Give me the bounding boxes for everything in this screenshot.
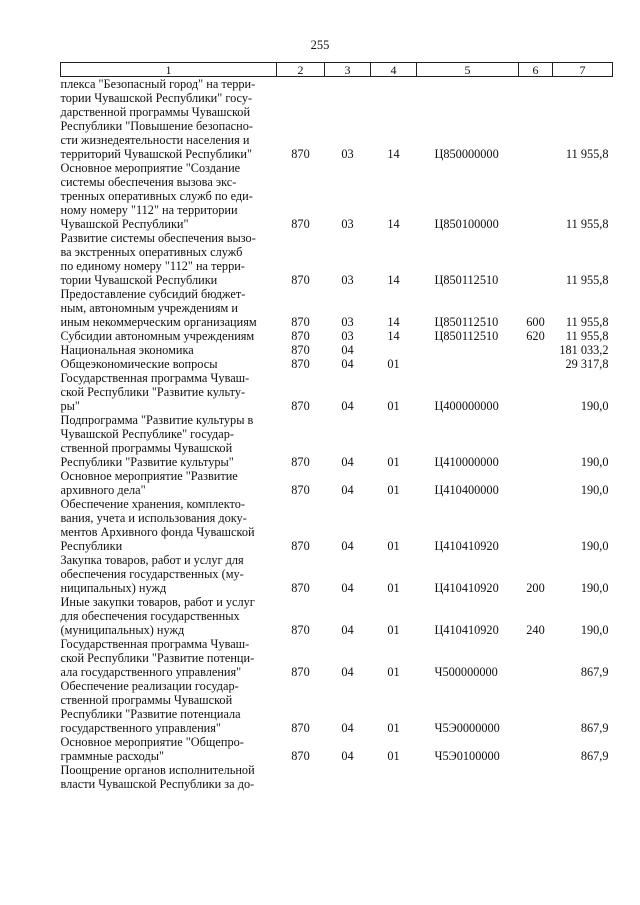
header-col-1: 1	[61, 63, 277, 77]
row-name-line: Обеспечение реализации государ-	[60, 679, 239, 693]
ministry-code-cell: 870	[291, 665, 310, 679]
amount-cell: 867,9	[580, 721, 609, 735]
section-code-cell: 04	[341, 455, 354, 469]
row-name-line: Чувашской Республике" государ-	[60, 427, 234, 441]
section-code-cell: 03	[341, 217, 354, 231]
subsection-code-cell: 01	[387, 539, 400, 553]
table-row	[61, 679, 613, 735]
row-name-line: ному номеру "112" на территории	[60, 203, 238, 217]
amount-cell: 190,0	[580, 399, 609, 413]
table-row	[61, 413, 613, 469]
target-article-code-cell	[417, 357, 519, 371]
expense-type-code-cell	[519, 161, 553, 231]
row-name	[61, 595, 277, 637]
amount-cell: 181 033,2	[559, 343, 609, 357]
section-code-cell: 04	[341, 399, 354, 413]
row-name-line: ментов Архивного фонда Чувашской	[60, 525, 255, 539]
row-name	[61, 735, 277, 763]
row-name-line: территорий Чувашской Республики"	[60, 147, 252, 161]
table-row	[61, 77, 613, 162]
subsection-code-cell	[371, 763, 417, 791]
row-name-line: Иные закупки товаров, работ и услуг	[60, 595, 255, 609]
row-name-line: обеспечения государственных (му-	[60, 567, 244, 581]
target-article-code-cell: Ч5Э0100000	[434, 749, 500, 763]
row-name-line: ственной программы Чувашской	[60, 441, 233, 455]
row-name-line: сти жизнедеятельности населения и	[60, 133, 250, 147]
section-code-cell: 04	[341, 581, 354, 595]
ministry-code-cell: 870	[291, 399, 310, 413]
ministry-code-cell: 870	[291, 721, 310, 735]
row-name-line: Основное мероприятие "Создание	[60, 161, 241, 175]
row-name	[61, 357, 277, 371]
header-col-4: 4	[371, 63, 417, 77]
row-name-line: Основное мероприятие "Общепро-	[60, 735, 244, 749]
target-article-code-cell: Ч500000000	[434, 665, 498, 679]
target-article-code-cell: Ц850100000	[434, 217, 499, 231]
amount-cell: 867,9	[580, 665, 609, 679]
header-col-2: 2	[277, 63, 325, 77]
row-name-line: Поощрение органов исполнительной	[60, 763, 255, 777]
row-name-line: ской Республики "Развитие культу-	[60, 385, 246, 399]
amount-cell: 190,0	[580, 623, 609, 637]
row-name-line: ственной программы Чувашской	[60, 693, 233, 707]
amount-cell: 11 955,8	[565, 217, 609, 231]
expense-type-code-cell	[519, 413, 553, 469]
section-code-cell: 03	[341, 273, 354, 287]
ministry-code-cell: 870	[291, 329, 310, 343]
target-article-code-cell: Ц850112510	[434, 273, 499, 287]
target-article-code-cell: Ц850112510	[434, 329, 499, 343]
row-name-line: по единому номеру "112" на терри-	[60, 259, 245, 273]
header-col-3: 3	[325, 63, 371, 77]
row-name-line: ва экстренных оперативных служб	[60, 245, 243, 259]
subsection-code-cell: 01	[387, 357, 400, 371]
row-name-line: Основное мероприятие "Развитие	[60, 469, 238, 483]
row-name-line: ры"	[60, 399, 80, 413]
expense-type-code-cell	[519, 497, 553, 553]
ministry-code-cell: 870	[291, 217, 310, 231]
table-row	[61, 161, 613, 231]
row-name-line: ниципальных) нужд	[60, 581, 167, 595]
table-row	[61, 497, 613, 553]
section-code-cell: 04	[341, 483, 354, 497]
subsection-code-cell: 01	[387, 749, 400, 763]
ministry-code-cell: 870	[291, 455, 310, 469]
ministry-code-cell: 870	[291, 749, 310, 763]
table-row	[61, 287, 613, 329]
section-code-cell: 04	[341, 721, 354, 735]
row-name	[61, 287, 277, 329]
ministry-code-cell: 870	[291, 623, 310, 637]
amount-cell: 29 317,8	[565, 357, 609, 371]
section-code-cell: 03	[341, 329, 354, 343]
row-name-line: власти Чувашской Республики за до-	[60, 777, 255, 791]
amount-cell: 190,0	[580, 539, 609, 553]
row-name-line: архивного дела"	[60, 483, 146, 497]
amount-cell: 190,0	[580, 455, 609, 469]
subsection-code-cell: 14	[387, 147, 400, 161]
target-article-code-cell: Ч5Э0000000	[434, 721, 500, 735]
ministry-code-cell: 870	[291, 343, 310, 357]
row-name-line: ным, автономным учреждениям и	[60, 301, 238, 315]
amount-cell: 190,0	[580, 483, 609, 497]
table-body	[61, 77, 613, 792]
target-article-code-cell	[417, 343, 519, 357]
row-name	[61, 329, 277, 343]
table-row	[61, 343, 613, 357]
row-name	[61, 763, 277, 791]
section-code-cell	[325, 763, 371, 791]
table-row	[61, 357, 613, 371]
subsection-code-cell: 01	[387, 721, 400, 735]
row-name	[61, 679, 277, 735]
expense-type-code-cell	[519, 469, 553, 497]
amount-cell: 11 955,8	[565, 273, 609, 287]
row-name	[61, 413, 277, 469]
row-name-line: ала государственного управления"	[60, 665, 242, 679]
header-col-5: 5	[417, 63, 519, 77]
table-row	[61, 329, 613, 343]
section-code-cell: 03	[341, 147, 354, 161]
subsection-code-cell: 01	[387, 581, 400, 595]
row-name	[61, 469, 277, 497]
subsection-code-cell: 14	[387, 315, 400, 329]
row-name-line: тренных оперативных служб по еди-	[60, 189, 253, 203]
row-name-line: государственного управления"	[60, 721, 221, 735]
subsection-code-cell: 01	[387, 455, 400, 469]
subsection-code-cell: 01	[387, 665, 400, 679]
target-article-code-cell: Ц410410920	[434, 581, 499, 595]
row-name-line: Развитие системы обеспечения вызо-	[60, 231, 256, 245]
amount-cell: 11 955,8	[565, 147, 609, 161]
target-article-code-cell: Ц410410920	[434, 623, 499, 637]
expense-type-code-cell	[519, 371, 553, 413]
section-code-cell: 04	[341, 665, 354, 679]
expense-type-code-cell: 600	[526, 315, 545, 329]
row-name-line: Республики "Развитие потенциала	[60, 707, 241, 721]
table-row	[61, 735, 613, 763]
row-name-line: (муниципальных) нужд	[60, 623, 185, 637]
expense-type-code-cell	[519, 231, 553, 287]
row-name-line: ской Республики "Развитие потенци-	[60, 651, 255, 665]
row-name	[61, 371, 277, 413]
row-name-line: Чувашской Республики"	[60, 217, 189, 231]
table-header-row	[61, 63, 613, 77]
section-code-cell: 04	[341, 623, 354, 637]
target-article-code-cell: Ц850000000	[434, 147, 499, 161]
subsection-code-cell: 14	[387, 217, 400, 231]
page-number: 255	[310, 38, 330, 52]
amount-cell: 190,0	[580, 581, 609, 595]
ministry-code-cell: 870	[291, 539, 310, 553]
table-row	[61, 763, 613, 791]
expense-type-code-cell	[519, 77, 553, 162]
section-code-cell: 04	[341, 343, 354, 357]
subsection-code-cell	[371, 343, 417, 357]
subsection-code-cell: 14	[387, 273, 400, 287]
table-row	[61, 553, 613, 595]
expense-type-code-cell: 240	[526, 623, 545, 637]
table-row	[61, 371, 613, 413]
row-name-line: тории Чувашской Республики" госу-	[60, 91, 253, 105]
header-col-6: 6	[519, 63, 553, 77]
expense-type-code-cell	[519, 637, 553, 679]
row-name	[61, 231, 277, 287]
row-name-line: Национальная экономика	[60, 343, 194, 357]
target-article-code-cell	[417, 763, 519, 791]
row-name-line: Субсидии автономным учреждениям	[60, 329, 255, 343]
row-name-line: граммные расходы"	[60, 749, 165, 763]
ministry-code-cell: 870	[291, 483, 310, 497]
row-name-line: Республики "Развитие культуры"	[60, 455, 234, 469]
section-code-cell: 04	[341, 749, 354, 763]
subsection-code-cell: 01	[387, 623, 400, 637]
row-name-line: Государственная программа Чуваш-	[60, 637, 250, 651]
row-name-line: иным некоммерческим организациям	[60, 315, 257, 329]
expense-type-code-cell: 200	[526, 581, 545, 595]
row-name-line: Закупка товаров, работ и услуг для	[60, 553, 244, 567]
row-name-line: Подпрограмма "Развитие культуры в	[60, 413, 254, 427]
ministry-code-cell: 870	[291, 273, 310, 287]
row-name-line: Республики	[60, 539, 123, 553]
row-name-line: Общеэкономические вопросы	[60, 357, 218, 371]
table-row	[61, 469, 613, 497]
row-name-line: Предоставление субсидий бюджет-	[60, 287, 246, 301]
table-row	[61, 595, 613, 637]
ministry-code-cell: 870	[291, 357, 310, 371]
target-article-code-cell: Ц850112510	[434, 315, 499, 329]
expense-type-code-cell	[519, 763, 553, 791]
row-name	[61, 161, 277, 231]
header-col-7: 7	[553, 63, 613, 77]
target-article-code-cell: Ц400000000	[434, 399, 499, 413]
row-name-line: Республики "Повышение безопасно-	[60, 119, 253, 133]
ministry-code-cell: 870	[291, 147, 310, 161]
section-code-cell: 03	[341, 315, 354, 329]
subsection-code-cell: 01	[387, 483, 400, 497]
ministry-code-cell: 870	[291, 315, 310, 329]
section-code-cell: 04	[341, 539, 354, 553]
expense-type-code-cell	[519, 735, 553, 763]
ministry-code-cell: 870	[291, 581, 310, 595]
target-article-code-cell: Ц410400000	[434, 483, 499, 497]
row-name-line: системы обеспечения вызова экс-	[60, 175, 237, 189]
expense-type-code-cell	[519, 357, 553, 371]
row-name	[61, 77, 277, 162]
amount-cell: 867,9	[580, 749, 609, 763]
table-row	[61, 637, 613, 679]
amount-cell: 11 955,8	[565, 329, 609, 343]
target-article-code-cell: Ц410410920	[434, 539, 499, 553]
row-name-line: дарственной программы Чувашской	[60, 105, 251, 119]
row-name-line: плекса "Безопасный город" на терри-	[60, 77, 256, 91]
ministry-code-cell	[277, 763, 325, 791]
subsection-code-cell: 14	[387, 329, 400, 343]
row-name	[61, 553, 277, 595]
row-name-line: Обеспечение хранения, комплекто-	[60, 497, 246, 511]
expense-type-code-cell	[519, 679, 553, 735]
row-name-line: для обеспечения государственных	[60, 609, 240, 623]
row-name-line: тории Чувашской Республики	[60, 273, 218, 287]
amount-cell: 11 955,8	[565, 315, 609, 329]
row-name	[61, 497, 277, 553]
subsection-code-cell: 01	[387, 399, 400, 413]
amount-cell	[553, 763, 613, 791]
budget-table	[60, 62, 613, 791]
row-name	[61, 343, 277, 357]
target-article-code-cell: Ц410000000	[434, 455, 499, 469]
row-name-line: вания, учета и использования доку-	[60, 511, 247, 525]
row-name	[61, 637, 277, 679]
table-row	[61, 231, 613, 287]
expense-type-code-cell: 620	[526, 329, 545, 343]
section-code-cell: 04	[341, 357, 354, 371]
expense-type-code-cell	[519, 343, 553, 357]
row-name-line: Государственная программа Чуваш-	[60, 371, 250, 385]
